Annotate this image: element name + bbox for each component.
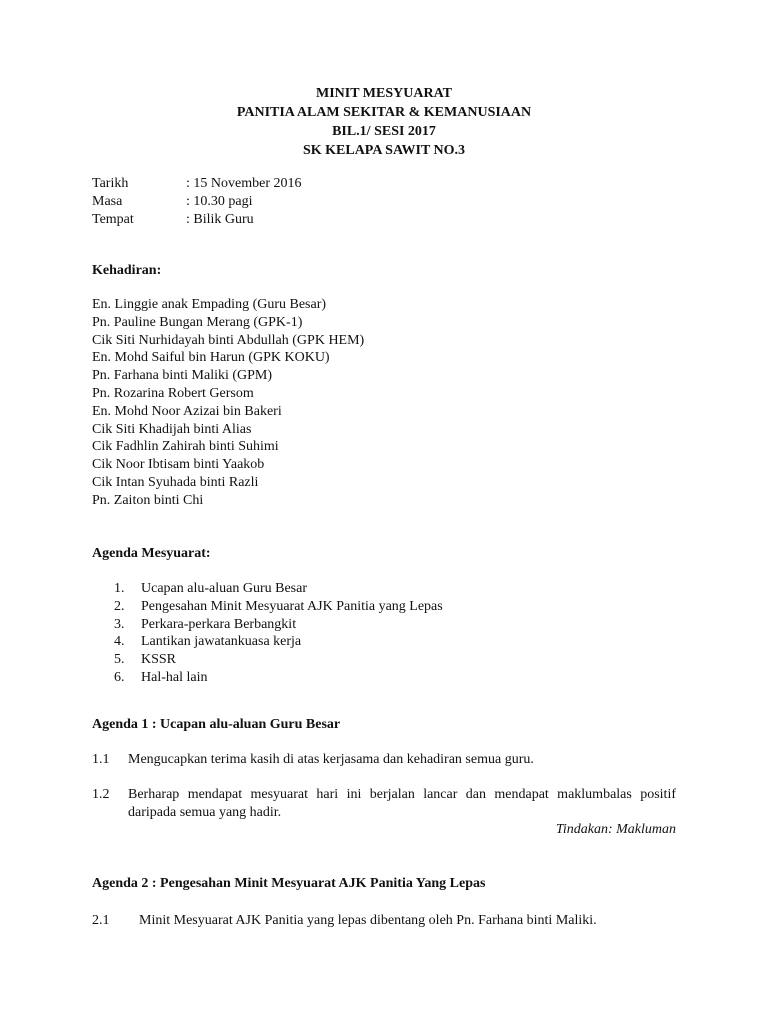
action-note: Tindakan: Makluman	[555, 822, 676, 837]
meta-value: : Bilik Guru	[186, 212, 254, 227]
agenda-number: 6.	[114, 669, 125, 685]
agenda-list	[114, 580, 443, 687]
paragraph-2-1	[92, 912, 676, 930]
agenda-2-title: Agenda 2 : Pengesahan Minit Mesyuarat AJK Panitia Yang Lepas	[92, 876, 486, 891]
header-line-1: MINIT MESYUARAT	[316, 86, 452, 101]
meta-label: Tarikh	[92, 176, 129, 191]
meta-value: : 10.30 pagi	[186, 194, 253, 209]
attendee: Cik Siti Khadijah binti Alias	[92, 421, 252, 437]
attendee: Cik Fadhlin Zahirah binti Suhimi	[92, 439, 279, 455]
meta-value: : 15 November 2016	[186, 176, 302, 191]
agenda-item	[114, 580, 443, 598]
agenda-text: Pengesahan Minit Mesyuarat AJK Panitia yang Lepas	[141, 598, 443, 614]
attendee: Cik Noor Ibtisam binti Yaakob	[92, 457, 265, 473]
agenda-item	[114, 669, 443, 687]
paragraph-text: Mengucapkan terima kasih di atas kerjasama dan kehadiran semua guru.	[128, 752, 534, 767]
header-line-3: BIL.1/ SESI 2017	[332, 124, 436, 139]
agenda-1-title: Agenda 1 : Ucapan alu-aluan Guru Besar	[92, 717, 341, 732]
agenda-item	[114, 651, 443, 669]
agenda-number: 5.	[114, 652, 125, 668]
attendee: Pn. Farhana binti Maliki (GPM)	[92, 368, 273, 384]
paragraph-text: Minit Mesyuarat AJK Panitia yang lepas dibentang oleh Pn. Farhana binti Maliki.	[139, 913, 597, 928]
agenda-text: Perkara-perkara Berbangkit	[141, 616, 297, 632]
attendance-list	[92, 296, 364, 510]
attendee: En. Linggie anak Empading (Guru Besar)	[92, 297, 327, 312]
agenda-item	[114, 633, 443, 651]
paragraph-text: Berharap mendapat mesyuarat hari ini berjalan lancar dan mendapat maklumbalas positif daripada semua yang hadir.	[128, 787, 676, 820]
agenda-text: Hal-hal lain	[141, 669, 208, 685]
agenda-number: 4.	[114, 634, 125, 650]
attendee: En. Mohd Noor Azizai bin Bakeri	[92, 403, 282, 419]
meta-label: Tempat	[92, 212, 134, 227]
agenda-number: 1.	[114, 581, 125, 596]
paragraph-number: 1.1	[92, 752, 110, 767]
paragraph-1-2	[92, 786, 676, 822]
meeting-details	[92, 175, 301, 229]
paragraph-number: 2.1	[92, 913, 110, 928]
attendee: Pn. Rozarina Robert Gersom	[92, 385, 254, 401]
attendee: Cik Siti Nurhidayah binti Abdullah (GPK HEM)	[92, 332, 365, 348]
attendee: Pn. Pauline Bungan Merang (GPK-1)	[92, 314, 303, 330]
agenda-number: 2.	[114, 598, 125, 614]
attendance-title: Kehadiran:	[92, 263, 162, 278]
attendee: Pn. Zaiton binti Chi	[92, 492, 204, 508]
header-line-4: SK KELAPA SAWIT NO.3	[302, 143, 466, 158]
meta-row-place	[92, 211, 301, 229]
agenda-text: KSSR	[141, 652, 177, 668]
agenda-text: Ucapan alu-aluan Guru Besar	[141, 581, 307, 596]
agenda-title: Agenda Mesyuarat:	[92, 546, 211, 561]
paragraph-1-1	[92, 751, 676, 769]
agenda-item	[114, 616, 443, 634]
meta-row-time	[92, 193, 301, 211]
document-header	[0, 84, 768, 160]
meta-row-date	[92, 175, 301, 193]
paragraph-number: 1.2	[92, 787, 110, 802]
agenda-item	[114, 598, 443, 616]
header-line-2: PANITIA ALAM SEKITAR & KEMANUSIAAN	[236, 105, 532, 120]
attendee: En. Mohd Saiful bin Harun (GPK KOKU)	[92, 350, 330, 366]
meta-label: Masa	[92, 194, 123, 209]
agenda-number: 3.	[114, 616, 125, 632]
agenda-text: Lantikan jawatankuasa kerja	[141, 634, 302, 650]
attendee: Cik Intan Syuhada binti Razli	[92, 474, 259, 490]
